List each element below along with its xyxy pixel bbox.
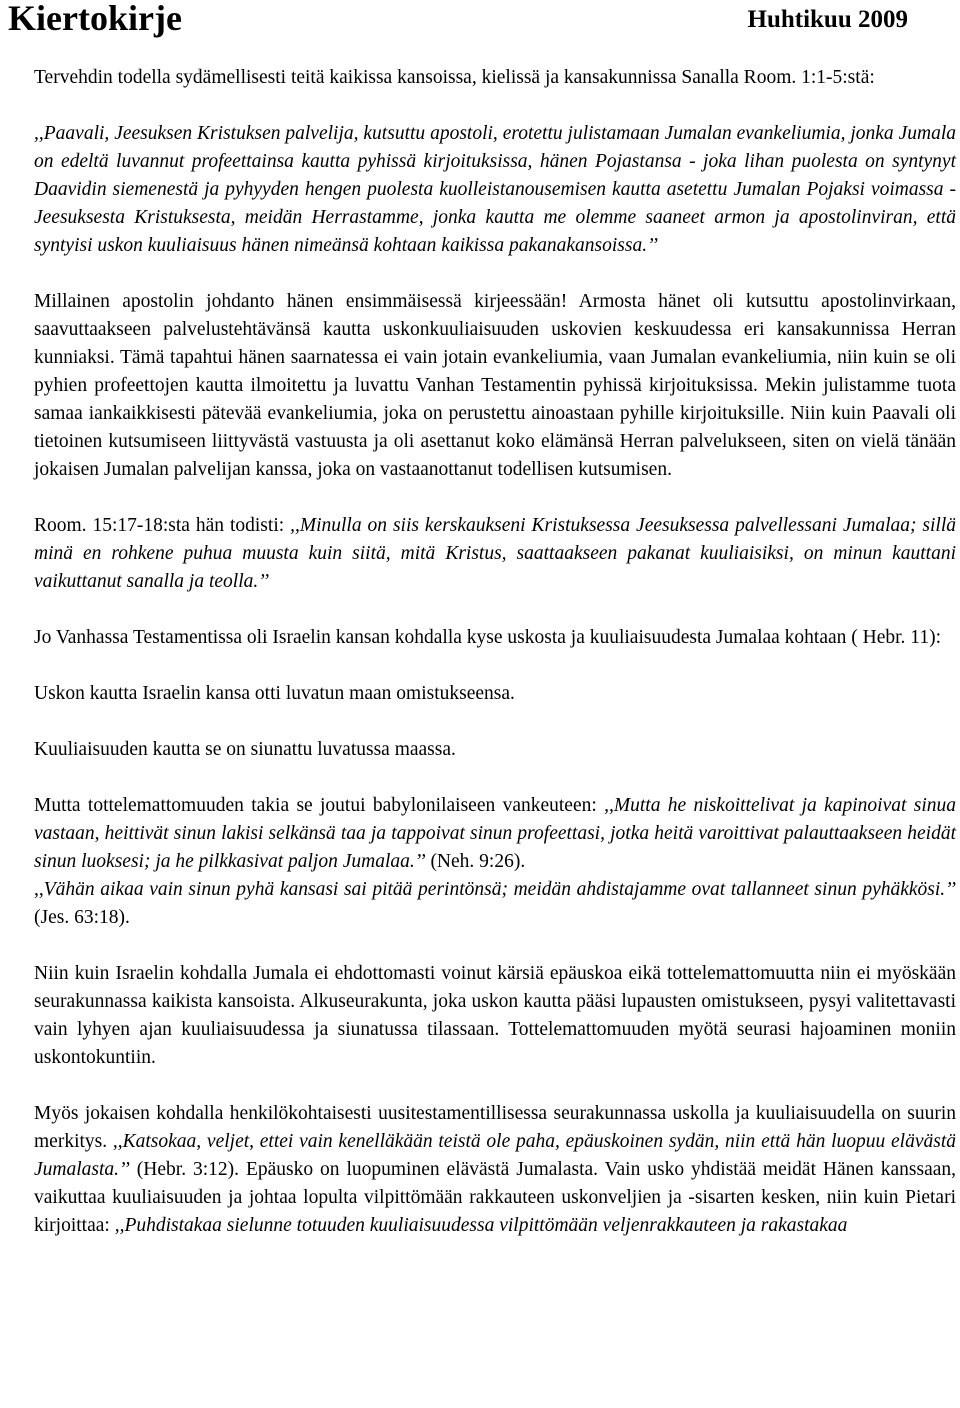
israel-comparison-paragraph: Niin kuin Israelin kohdalla Jumala ei ehdottomasti voinut kärsiä epäuskoa eikä tottelemattomuutta niin ei myöskään seurakunnassa kaikista kansoista. Alkuseurakunta, joka uskon kautta pääsi lupausten omistukseen, pysyi valitettavasti vain lyhyen ajan kuuliaisuudessa ja siunatussa tilassaan. Tottelemattomuuden myötä seurasi hajoaminen moniin uskontokuntiin. bbox=[34, 963, 956, 1068]
letter-date: Huhtikuu 2009 bbox=[747, 6, 908, 33]
nehemiah-paragraph bbox=[6, 792, 956, 876]
isaiah-paragraph bbox=[6, 876, 956, 932]
hebrews-paragraph bbox=[6, 1100, 956, 1240]
old-testament-paragraph: Jo Vanhassa Testamentissa oli Israelin kansan kohdalla kyse uskosta ja kuuliaisuudesta Jumalaa kohtaan ( Hebr. 11): bbox=[34, 627, 941, 648]
letter-body bbox=[6, 64, 956, 1240]
peter-quote: ,,Puhdistakaa sielunne totuuden kuuliaisuudessa vilpittömään veljenrakkauteen ja rakastakaa bbox=[114, 1215, 848, 1236]
apostle-introduction-paragraph: Millainen apostolin johdanto hänen ensimmäisessä kirjeessään! Armosta hänet oli kutsuttu apostolinvirkaan, saavuttaakseen palvelustehtävänsä kautta uskonkuuliaisuuden uskovien keskuudessa eri kansakunnissa Herran kunniaksi. Tämä tapahtui hänen saarnatessa ei vain jotain evankeliumia, vaan Jumalan evankeliumia, niin kuin se oli pyhien profeettojen kautta ilmoitettu ja luvattu Vanhan Testamentin pyhissä kirjoituksissa. Mekin julistamme tuota samaa iankaikkisesti pätevää evankeliumia, joka on perustettu ainoastaan pyhille kirjoituksille. Niin kuin Paavali oli tietoinen kutsumiseen liittyvästä vastuusta ja oli asettanut koko elämänsä Herran palvelukseen, siten on vielä tänään jokaisen Jumalan palvelijan kanssa, joka on vastaanottanut todellisen kutsumisen. bbox=[34, 291, 956, 480]
nehemiah-reference: (Neh. 9:26). bbox=[425, 851, 526, 872]
letter-header bbox=[8, 0, 908, 40]
obedience-blessing-paragraph: Kuuliaisuuden kautta se on siunattu luvatussa maassa. bbox=[34, 739, 456, 760]
letter-title: Kiertokirje bbox=[8, 0, 182, 38]
greeting-paragraph: Tervehdin todella sydämellisesti teitä kaikissa kansoissa, kielissä ja kansakunnissa Sanalla Room. 1:1-5:stä: bbox=[34, 67, 875, 88]
nehemiah-lead: Mutta tottelemattomuuden takia se joutui babylonilaiseen vankeuteen: bbox=[34, 795, 605, 816]
hebrews-quote: ,,Katsokaa, veljet, ettei vain kenelläkään teistä ole paha, epäuskoinen sydän, niin että hän luopuu elävästä Jumalasta.’’ bbox=[34, 1131, 956, 1180]
faith-land-paragraph: Uskon kautta Israelin kansa otti luvatun maan omistukseensa. bbox=[34, 683, 515, 704]
romans-15-lead: Room. 15:17-18:sta hän todisti: bbox=[34, 515, 291, 536]
isaiah-quote: ,,Vähän aikaa vain sinun pyhä kansasi sai pitää perintönsä; meidän ahdistajamme ovat tallanneet sinun pyhäkkösi.’’ bbox=[34, 879, 956, 900]
romans-15-paragraph bbox=[6, 512, 956, 596]
isaiah-reference: (Jes. 63:18). bbox=[34, 907, 130, 928]
hebrews-rest: (Hebr. 3:12). Epäusko on luopuminen elävästä Jumalasta. Vain usko yhdistää meidät Hänen kanssaan, vaikuttaa kuuliaisuuden ja johtaa lopulta vilpittömään rakkauteen uskonveljien ja -sisarten kesken, niin kuin Pietari kirjoittaa: bbox=[34, 1159, 956, 1236]
hebrews-lead: Myös jokaisen kohdalla henkilökohtaisesti uusitestamentillisessa seurakunnassa uskolla ja kuuliaisuudella on suurin merkitys. bbox=[34, 1103, 956, 1152]
romans-15-quote: ,,Minulla on siis kerskaukseni Kristuksessa Jeesuksessa palvellessani Jumalaa; sillä minä en rohkene puhua muusta kuin siitä, mitä Kristus, saattaakseen pakanat kuuliaisiksi, on minun kauttani vaikuttanut sanalla ja teolla.’’ bbox=[34, 515, 957, 592]
romans-quote-paragraph: ,,Paavali, Jeesuksen Kristuksen palvelija, kutsuttu apostoli, erotettu julistamaan Jumalan evankeliumia, jonka Jumala on edeltä luvannut profeettainsa kautta pyhissä kirjoituksissa, hänen Pojastansa - joka lihan puolesta on syntynyt Daavidin siemenestä ja pyhyyden hengen puolesta kuolleistanousemisen kautta asetettu Jumalan Pojaksi voimassa - Jeesuksesta Kristuksesta, meidän Herrastamme, jonka kautta me olemme saaneet armon ja apostolinviran, että syntyisi uskon kuuliaisuus hänen nimeänsä kohtaan kaikissa pakanakansoissa.’’ bbox=[34, 123, 956, 256]
nehemiah-quote: ,,Mutta he niskoittelivat ja kapinoivat sinua vastaan, heittivät sinun lakisi selkänsä taa ja tappoivat sinun profeettasi, jotka heitä varoittivat palauttaakseen heidät sinun luoksesi; ja he pilkkasivat paljon Jumalaa.’’ bbox=[34, 795, 956, 872]
